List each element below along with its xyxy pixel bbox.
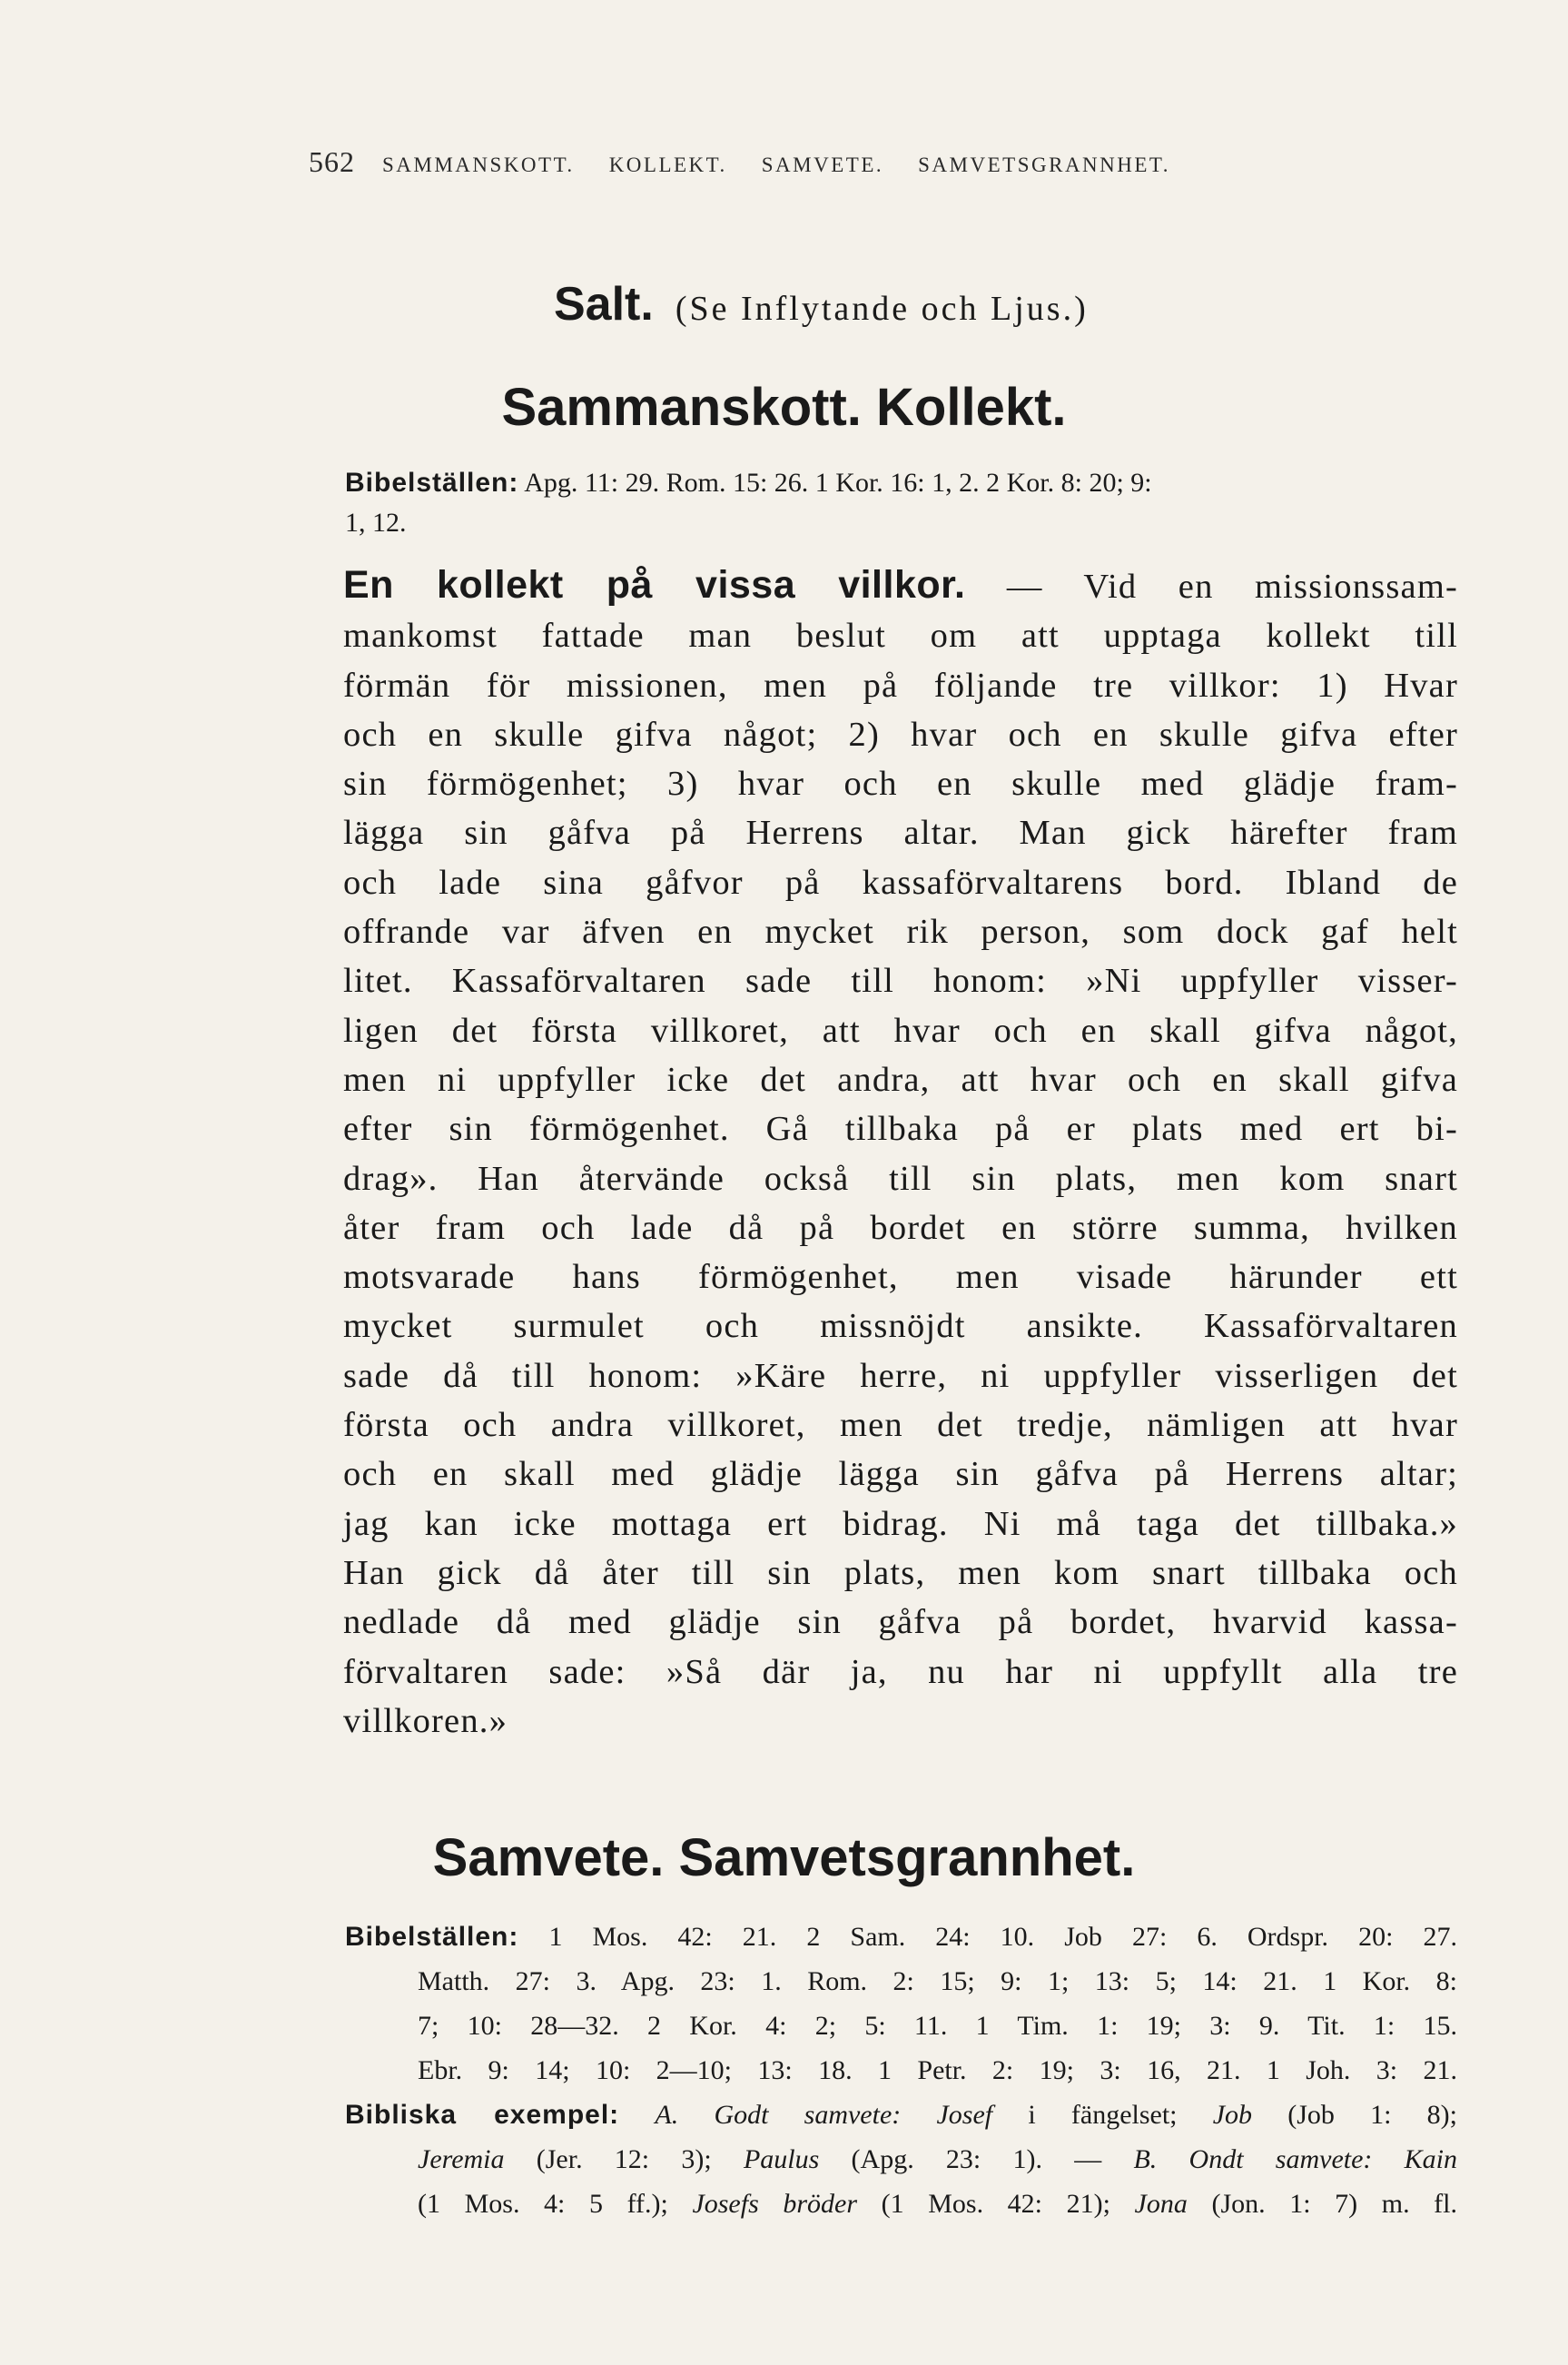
story-line: mycket surmulet och missnöjdt ansikte. Kassaförvaltaren xyxy=(343,1307,1458,1346)
story-line: åter fram och lade då på bordet en större summa, hvilken xyxy=(343,1208,1458,1247)
refs-text: 1, 12. xyxy=(345,508,407,538)
story-line: och en skulle gifva något; 2) hvar och en skulle gifva efter xyxy=(343,715,1458,754)
story-line: jag kan icke mottaga ert bidrag. Ni må taga det tillbaka.» xyxy=(343,1504,1458,1543)
story-paragraph xyxy=(343,560,1458,1746)
running-head-topic: SAMMANSKOTT. xyxy=(382,153,575,176)
refs-label: Bibelställen: xyxy=(345,468,519,498)
running-head-topic: KOLLEKT. xyxy=(608,153,727,176)
section-heading-samvete: Samvete. Samvetsgrannhet. xyxy=(432,1828,1136,1887)
story-line: villkoren.» xyxy=(343,1701,508,1740)
story-line: nedlade då med glädje sin gåfva på bordet, hvarvid kassa- xyxy=(343,1603,1458,1642)
story-line: lägga sin gåfva på Herrens altar. Man gick härefter fram xyxy=(343,814,1458,853)
story-line: sin förmögenhet; 3) hvar och en skulle med glädje fram- xyxy=(343,765,1458,804)
refs-text: Ebr. 9: 14; 10: 2—10; 13: 18. 1 Petr. 2: 19; 3: 16, 21. 1 Joh. 3: 21. xyxy=(418,2055,1457,2085)
biblical-examples: Bibliska exempel: A. Godt samvete: Josef i fängelset; Job (Job 1: 8); Jeremia (Jer. 12: 3); Paulus (Apg. 23: 1). — B. Ondt samvete: Kain (1 Mos. 4: 5 ff.); Josefs bröder (1 Mos. 42: 21); Jona (Jon. 1: 7) m. fl. xyxy=(345,2100,1458,2219)
story-line: offrande var äfven en mycket rik person, som dock gaf helt xyxy=(343,913,1458,952)
story-line: drag». Han återvände också till sin plats, men kom snart xyxy=(343,1159,1458,1198)
story-line: och lade sina gåfvor på kassaförvaltarens bord. Ibland de xyxy=(343,863,1458,902)
story-line: men ni uppfyller icke det andra, att hvar och en skall gifva xyxy=(343,1060,1458,1099)
examples-label: Bibliska exempel: xyxy=(345,2100,620,2130)
story-line: förvaltaren sade: »Så där ja, nu har ni uppfyllt alla tre xyxy=(343,1652,1458,1691)
story-line: första och andra villkoret, men det tredje, nämligen att hvar xyxy=(343,1406,1458,1445)
page-number: 562 xyxy=(309,145,355,178)
story-title: En kollekt på vissa villkor. xyxy=(343,563,966,607)
story-line: En kollekt på vissa villkor. — Vid en missionssam- xyxy=(343,563,1458,607)
story-line: och en skall med glädje lägga sin gåfva på Herrens altar; xyxy=(343,1455,1458,1494)
example-heading-bad: Ondt samvete: xyxy=(1188,2144,1373,2174)
example-heading-good: Godt samvete: xyxy=(714,2100,902,2130)
salt-entry xyxy=(554,277,1089,331)
refs-text: 7; 10: 28—32. 2 Kor. 4: 2; 5: 11. 1 Tim. 1: 19; 3: 9. Tit. 1: 15. xyxy=(418,2011,1457,2041)
refs-text: Apg. 11: 29. Rom. 15: 26. 1 Kor. 16: 1, 2. 2 Kor. 8: 20; 9: xyxy=(524,468,1152,498)
running-head-topic: SAMVETE. xyxy=(761,153,884,176)
refs-text: 1 Mos. 42: 21. 2 Sam. 24: 10. Job 27: 6. Ordspr. 20: 27. xyxy=(548,1922,1457,1952)
running-head xyxy=(309,145,1453,179)
refs-label: Bibelställen: xyxy=(345,1922,519,1952)
story-line: ligen det första villkoret, att hvar och en skall gifva något, xyxy=(343,1011,1458,1050)
story-line: litet. Kassaförvaltaren sade till honom: »Ni uppfyller visser- xyxy=(343,962,1458,1001)
refs-text: Matth. 27: 3. Apg. 23: 1. Rom. 2: 15; 9: 1; 13: 5; 14: 21. 1 Kor. 8: xyxy=(418,1966,1457,1996)
running-head-topic: SAMVETSGRANNHET. xyxy=(918,153,1171,176)
salt-cross-reference: (Se Inflytande och Ljus.) xyxy=(675,290,1089,328)
section-heading-sammanskott: Sammanskott. Kollekt. xyxy=(501,378,1067,437)
story-line: sade då till honom: »Käre herre, ni uppfyller visserligen det xyxy=(343,1356,1458,1395)
story-line: Han gick då åter till sin plats, men kom snart tillbaka och xyxy=(343,1553,1458,1592)
bible-references-samvete xyxy=(345,1915,1457,2093)
bible-references-sammanskott xyxy=(345,460,1457,546)
story-line: motsvarade hans förmögenhet, men visade härunder ett xyxy=(343,1258,1458,1297)
story-line: mankomst fattade man beslut om att upptaga kollekt till xyxy=(343,617,1458,656)
salt-heading: Salt. xyxy=(554,278,654,331)
story-line: förmän för missionen, men på följande tre villkor: 1) Hvar xyxy=(343,666,1458,705)
story-line: efter sin förmögenhet. Gå tillbaka på er plats med ert bi- xyxy=(343,1110,1458,1149)
